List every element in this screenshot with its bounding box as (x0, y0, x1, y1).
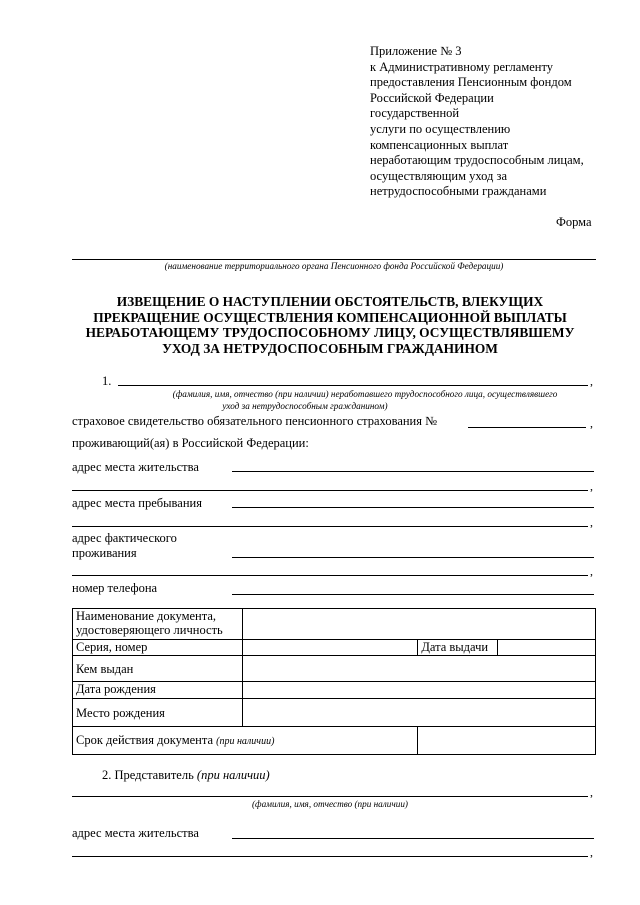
residence-field[interactable] (232, 471, 594, 472)
representative-name-note: (фамилия, имя, отчество (при наличии) (252, 799, 408, 809)
comma: , (590, 564, 593, 578)
representative-residence-field-2[interactable] (72, 856, 588, 857)
birth-date-field[interactable] (242, 682, 595, 699)
applicant-name-field[interactable] (118, 385, 588, 386)
page-title (60, 294, 600, 356)
insurance-label: страховое свидетельство обязательного пенсионного страхования № (72, 414, 438, 428)
representative-residence-label: адрес места жительства (72, 826, 199, 840)
actual-address-field[interactable] (232, 557, 594, 558)
stay-field-2[interactable] (72, 526, 588, 527)
appendix-line: Приложение № 3 (370, 44, 462, 58)
series-label: Серия, номер (73, 640, 243, 656)
representative-label: 2. Представитель (при наличии) (102, 768, 270, 782)
title-line: УХОД ЗА НЕТРУДОСПОСОБНЫМ ГРАЖДАНИНОМ (162, 340, 498, 356)
issued-by-field[interactable] (242, 656, 595, 682)
form-label: Форма (556, 215, 592, 229)
appendix-line: осуществляющим уход за (370, 168, 507, 183)
appendix-line: услуги по осуществлению (370, 121, 511, 136)
stay-field[interactable] (232, 507, 594, 508)
birth-place-field[interactable] (242, 699, 595, 727)
actual-address-field-2[interactable] (72, 575, 588, 576)
issued-by-label: Кем выдан (73, 656, 243, 682)
appendix-line: Российской Федерации (370, 90, 494, 105)
applicant-name-note: (фамилия, имя, отчество (при наличии) неработавшего трудоспособного лица, осуществлявшего (172, 389, 558, 399)
series-field[interactable] (242, 640, 418, 656)
org-name-field[interactable] (72, 259, 596, 260)
actual-address-label-2: проживания (72, 546, 137, 560)
representative-name-field[interactable] (72, 796, 588, 797)
phone-field[interactable] (232, 594, 594, 595)
actual-address-label: адрес фактического (72, 531, 177, 545)
phone-label: номер телефона (72, 581, 158, 595)
comma: , (590, 785, 593, 799)
appendix-header (370, 44, 620, 200)
birth-date-label: Дата рождения (73, 682, 243, 699)
validity-label: Срок действия документа (при наличии) (73, 727, 418, 755)
appendix-line: предоставления Пенсионным фондом (370, 75, 572, 90)
comma: , (590, 479, 593, 493)
issue-date-field[interactable] (498, 640, 596, 656)
title-line: НЕРАБОТАЮЩЕМУ ТРУДОСПОСОБНОМУ ЛИЦУ, ОСУЩЕСТВЛЯВШЕМУ (85, 325, 575, 341)
comma: , (590, 515, 593, 529)
title-line: ИЗВЕЩЕНИЕ О НАСТУПЛЕНИИ ОБСТОЯТЕЛЬСТВ, ВЛЕКУЩИХ (116, 294, 544, 309)
comma: , (590, 374, 593, 388)
comma: , (590, 845, 593, 859)
representative-residence-field[interactable] (232, 838, 594, 839)
comma: , (590, 416, 593, 430)
issue-date-label: Дата выдачи (418, 640, 498, 656)
residence-field-2[interactable] (72, 490, 588, 491)
title-line: ПРЕКРАЩЕНИЕ ОСУЩЕСТВЛЕНИЯ КОМПЕНСАЦИОННОЙ ВЫПЛАТЫ (93, 309, 567, 325)
appendix-line: государственной (370, 106, 460, 121)
residence-label: адрес места жительства (72, 460, 199, 474)
validity-field[interactable] (418, 727, 596, 755)
stay-label: адрес места пребывания (72, 496, 202, 510)
identity-document-table (72, 608, 596, 755)
resident-label: проживающий(ая) в Российской Федерации: (72, 436, 309, 450)
doc-name-field[interactable] (242, 609, 595, 640)
section-1-number: 1. (102, 374, 112, 388)
org-name-note: (наименование территориального органа Пенсионного фонда Российской Федерации) (164, 261, 504, 271)
appendix-line: компенсационных выплат (370, 137, 509, 152)
birth-place-label: Место рождения (73, 699, 243, 727)
appendix-line: неработающим трудоспособным лицам, (370, 153, 584, 168)
doc-name-label: Наименование документа, удостоверяющего личность (73, 609, 243, 640)
insurance-number-field[interactable] (468, 427, 586, 428)
applicant-name-note-2: уход за нетрудоспособным гражданином) (222, 401, 388, 411)
appendix-line: нетрудоспособными гражданами (370, 184, 547, 199)
appendix-line: к Административному регламенту (370, 59, 554, 74)
